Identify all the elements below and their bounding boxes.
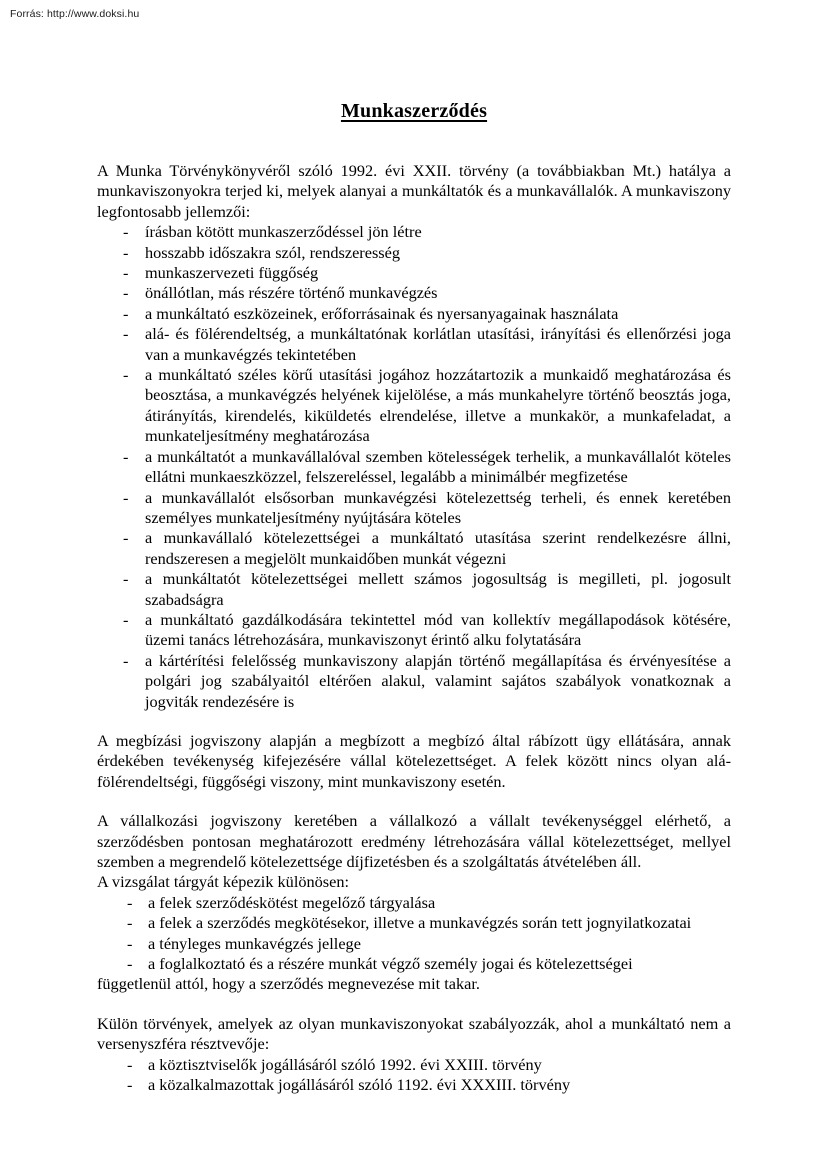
list-item: [97, 1075, 731, 1095]
special-laws-heading: Külön törvények, amelyek az olyan munkaviszonyokat szabályozzák, ahol a munkáltató nem a versenyszféra résztvevője:: [97, 1013, 731, 1054]
list-item-text: a foglalkoztató és a részére munkát végző személy jogai és kötelezettségei: [148, 954, 633, 974]
list-item-text: a közalkalmazottak jogállásáról szóló 1192. évi XXXIII. törvény: [148, 1075, 571, 1095]
list-item-text: írásban kötött munkaszerződéssel jön létre: [145, 222, 422, 242]
list-item-text: alá- és fölérendeltség, a munkáltatónak korlátlan utasítási, irányítási és ellenőrzési joga van a munkavégzés tekintetében: [145, 324, 731, 364]
dash-marker: -: [127, 933, 133, 953]
list-item: [97, 610, 731, 651]
list-item: [97, 569, 731, 610]
list-item: [97, 913, 731, 933]
list-item-text: a munkavállalót elsősorban munkavégzési kötelezettség terheli, és ennek keretében személyes munkateljesítmény nyújtására köteles: [145, 487, 731, 527]
list-item: [97, 365, 731, 447]
list-item-text: a munkavállaló kötelezettségei a munkáltató utasítása szerint rendelkezésre állni, rendszeresen a megjelölt munkaidőben munkát végezni: [145, 528, 731, 568]
mandate-paragraph: A megbízási jogviszony alapján a megbízott a megbízó által rábízott ügy ellátására, annak érdekében tevékenység kifejezésére vállal kötelezettséget. A felek között nincs olyan alá-fölérendeltségi, függőségi viszony, mint munkaviszony esetén.: [97, 730, 731, 791]
list-item: [97, 283, 731, 303]
source-url-header: Forrás: http://www.doksi.hu: [10, 8, 140, 20]
list-item-text: a munkáltató eszközeinek, erőforrásainak és nyersanyagainak használata: [145, 303, 619, 323]
dash-marker: -: [123, 222, 129, 242]
dash-marker: -: [123, 303, 129, 323]
dash-marker: -: [123, 263, 129, 283]
list-item-text: önállótlan, más részére történő munkavégzés: [145, 283, 438, 303]
list-item-text: a kártérítési felelősség munkaviszony alapján történő megállapítása és érvényesítése a polgári jog szabályaitól eltérően alakul, valamint sajátos szabályok vonatkoznak a jogviták rendezésére is: [145, 650, 731, 711]
dash-marker: -: [127, 1075, 133, 1095]
list-item: [97, 893, 731, 913]
list-item-text: a munkáltató széles körű utasítási jogához hozzátartozik a munkaidő meghatározása és beosztása, a munkavégzés helyének kijelölése, a más munkahelyre történő beosztás joga, átirányítás, kirendelés, kiküldetés elrendelése, illetve a munkakör, a munkafeladat, a munkateljesítmény meghatározása: [145, 365, 731, 446]
dash-marker: -: [123, 242, 129, 262]
dash-marker: -: [127, 1054, 133, 1074]
special-laws-list: [97, 1055, 731, 1096]
dash-marker: -: [123, 283, 129, 303]
dash-marker: -: [123, 650, 129, 670]
list-item: [97, 488, 731, 529]
list-item-text: munkaszervezeti függőség: [145, 263, 319, 283]
enterprise-paragraph: A vállalkozási jogviszony keretében a vállalkozó a vállalt tevékenységgel elérhető, a szerződésben pontosan meghatározott eredmény létrehozására vállal kötelezettséget, mellyel szemben a megrendelő kötelezettsége díjfizetésben és a szolgáltatás átvételében áll.: [97, 811, 731, 871]
list-item-text: a munkáltató gazdálkodására tekintettel mód van kollektív megállapodások kötésére, üzemi tanács létrehozására, munkaviszonyt érintő alku folytatására: [145, 609, 731, 650]
list-item-text: a felek szerződéskötést megelőző tárgyalása: [148, 892, 436, 912]
list-item: [97, 1055, 731, 1075]
list-item-text: a munkáltatót kötelezettségei mellett számos jogosultság is megilleti, pl. jogosult szabadságra: [145, 569, 731, 609]
list-item: [97, 263, 731, 283]
examination-heading: A vizsgálat tárgyát képezik különösen:: [97, 872, 349, 892]
dash-marker: -: [123, 324, 129, 344]
list-item-text: a munkáltatót a munkavállalóval szemben kötelességek terhelik, a munkavállalót köteles ellátni munkaeszközzel, felszereléssel, legalább a minimálbér megfizetése: [145, 446, 731, 487]
examination-list: [97, 893, 731, 975]
page-title: Munkaszerződés: [340, 100, 488, 122]
examination-tail-line: függetlenül attól, hogy a szerződés megnevezése mit takar.: [97, 974, 480, 994]
list-item: [97, 222, 731, 242]
dash-marker: -: [123, 365, 129, 385]
dash-marker: -: [127, 913, 133, 933]
list-item-text: a tényleges munkavégzés jellege: [148, 933, 361, 953]
list-item: [97, 243, 731, 263]
list-item: [97, 528, 731, 569]
dash-marker: -: [123, 446, 129, 466]
dash-marker: -: [127, 954, 133, 974]
list-item: [97, 934, 731, 954]
list-item-text: hosszabb időszakra szól, rendszeresség: [145, 242, 400, 262]
characteristics-list: [97, 222, 731, 712]
dash-marker: -: [123, 528, 129, 548]
list-item: [97, 651, 731, 712]
list-item-text: a köztisztviselők jogállásáról szóló 1992. évi XXIII. törvény: [148, 1054, 542, 1074]
dash-marker: -: [123, 609, 129, 629]
dash-marker: -: [123, 569, 129, 589]
list-item: [97, 954, 731, 974]
list-item: [97, 447, 731, 488]
intro-paragraph: A Munka Törvénykönyvéről szóló 1992. évi XXII. törvény (a továbbiakban Mt.) hatálya a munkaviszonyokra terjed ki, melyek alanyai a munkáltatók és a munkavállalók. A munkaviszony legfontosabb jellemzői:: [97, 161, 731, 221]
document-page: [97, 0, 731, 1095]
list-item: [97, 304, 731, 324]
list-item: [97, 324, 731, 365]
dash-marker: -: [123, 487, 129, 507]
list-item-text: a felek a szerződés megkötésekor, illetve a munkavégzés során tett jognyilatkozatai: [148, 913, 692, 933]
dash-marker: -: [127, 892, 133, 912]
